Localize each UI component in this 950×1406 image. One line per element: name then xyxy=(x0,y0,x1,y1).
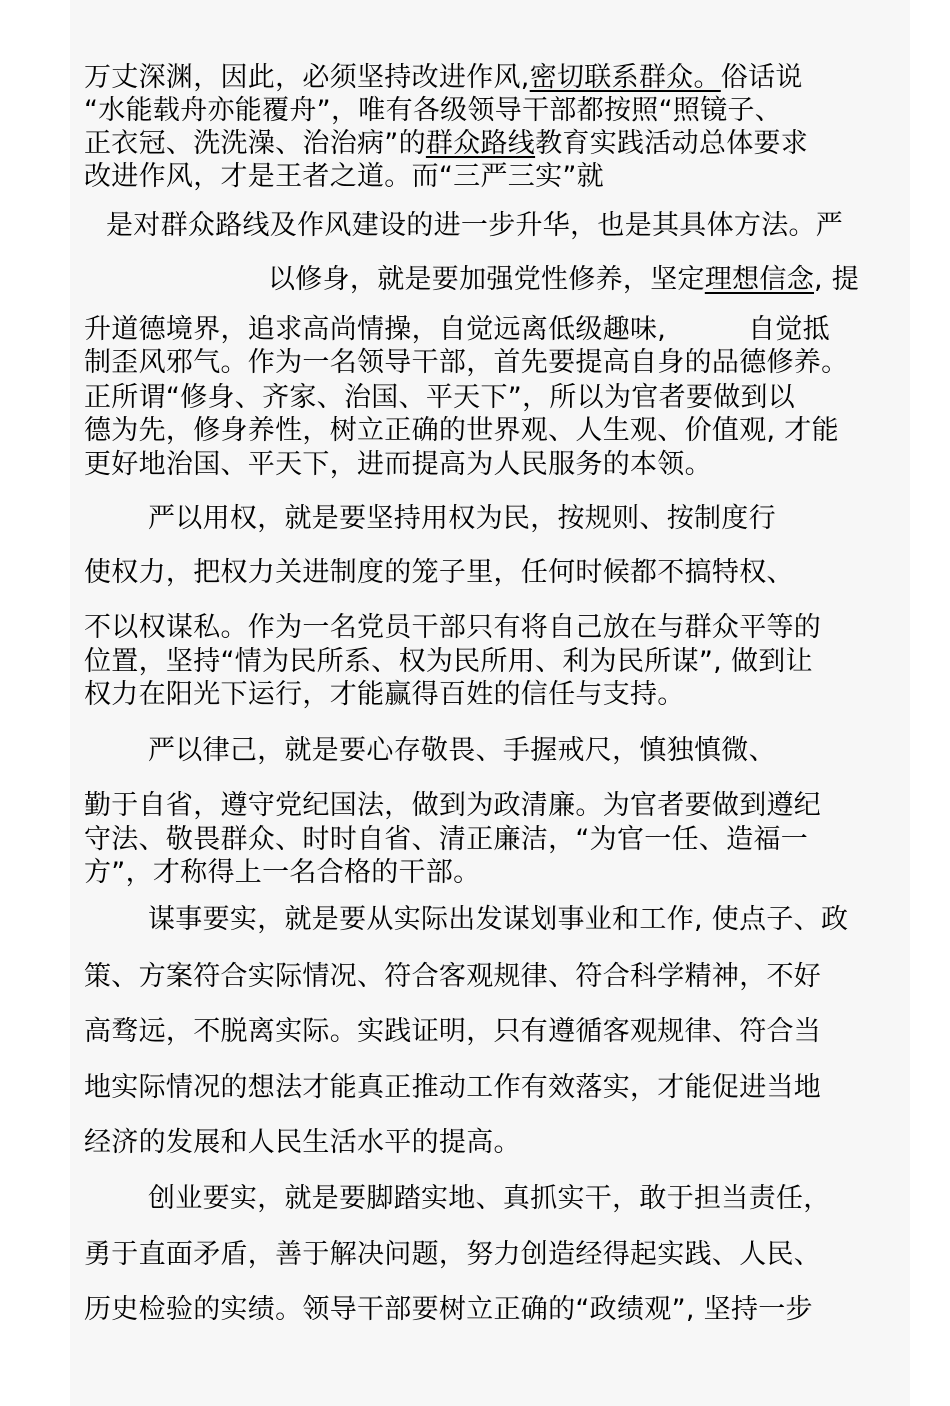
text-line: 严以律己，就是要心存敬畏、手握戒尺，慎独慎微、 xyxy=(148,735,776,766)
underlined-text: 理想信念 xyxy=(704,264,815,295)
text-line: 不以权谋私。作为一名党员干部只有将自己放在与群众平等的 xyxy=(84,612,822,643)
text-line: 升道德境界，追求高尚情操，自觉远离低级趣味, 自觉抵 xyxy=(84,314,830,345)
text-line: 严以用权，就是要坚持用权为民，按规则、按制度行 xyxy=(148,503,776,534)
text-line: 正所谓“修身、齐家、治国、平天下”，所以为官者要做到以 xyxy=(84,382,796,413)
text-line: 创业要实，就是要脚踏实地、真抓实干，敢于担当责任， xyxy=(148,1183,831,1214)
text-line: 是对群众路线及作风建设的进一步升华，也是其具体方法。严 xyxy=(106,210,844,241)
underlined-text: 密切联系群众。 xyxy=(529,62,721,93)
text-line: 位置，坚持“情为民所系、权为民所用、利为民所谋”, 做到让 xyxy=(84,646,813,677)
text-line: 经济的发展和人民生活水平的提高。 xyxy=(84,1127,521,1158)
text-line: 改进作风，才是王者之道。而“三严三实”就 xyxy=(84,161,604,192)
text-line: 地实际情况的想法才能真正推动工作有效落实，才能促进当地 xyxy=(84,1072,822,1103)
text-line: 守法、敬畏群众、时时自省、清正廉洁，“为官一任、造福一 xyxy=(84,824,809,855)
text-line: 德为先，修身养性，树立正确的世界观、人生观、价值观, 才能 xyxy=(84,415,839,446)
text-line: “水能载舟亦能覆舟”，唯有各级领导干部都按照“照镜子、 xyxy=(84,95,783,126)
text-line: 制歪风邪气。作为一名领导干部，首先要提高自身的品德修养。 xyxy=(84,347,849,378)
text-line: 正衣冠、洗洗澡、治治病”的群众路线教育实践活动总体要求 xyxy=(84,128,809,159)
text-line: 方”，才称得上一名合格的干部。 xyxy=(84,857,481,888)
text-line: 使权力，把权力关进制度的笼子里，任何时候都不搞特权、 xyxy=(84,557,794,588)
text-line: 高骛远，不脱离实际。实践证明，只有遵循客观规律、符合当 xyxy=(84,1016,822,1047)
text-line: 策、方案符合实际情况、符合客观规律、符合科学精神，不好 xyxy=(84,961,822,992)
text-line: 以修身，就是要加强党性修养，坚定理想信念, 提 xyxy=(268,264,860,295)
text-line: 历史检验的实绩。领导干部要树立正确的“政绩观”, 坚持一步 xyxy=(84,1294,813,1325)
text-line: 勇于直面矛盾，善于解决问题，努力创造经得起实践、人民、 xyxy=(84,1239,822,1270)
underlined-text: 群众路线 xyxy=(425,128,536,159)
text-line: 更好地治国、平天下，进而提高为人民服务的本领。 xyxy=(84,449,712,480)
text-line: 万丈深渊，因此，必须坚持改进作风,密切联系群众。俗话说 xyxy=(84,62,803,93)
text-line: 权力在阳光下运行，才能赢得百姓的信任与支持。 xyxy=(84,679,685,710)
text-line: 谋事要实，就是要从实际出发谋划事业和工作, 使点子、政 xyxy=(148,904,849,935)
text-line: 勤于自省，遵守党纪国法，做到为政清廉。为官者要做到遵纪 xyxy=(84,790,822,821)
